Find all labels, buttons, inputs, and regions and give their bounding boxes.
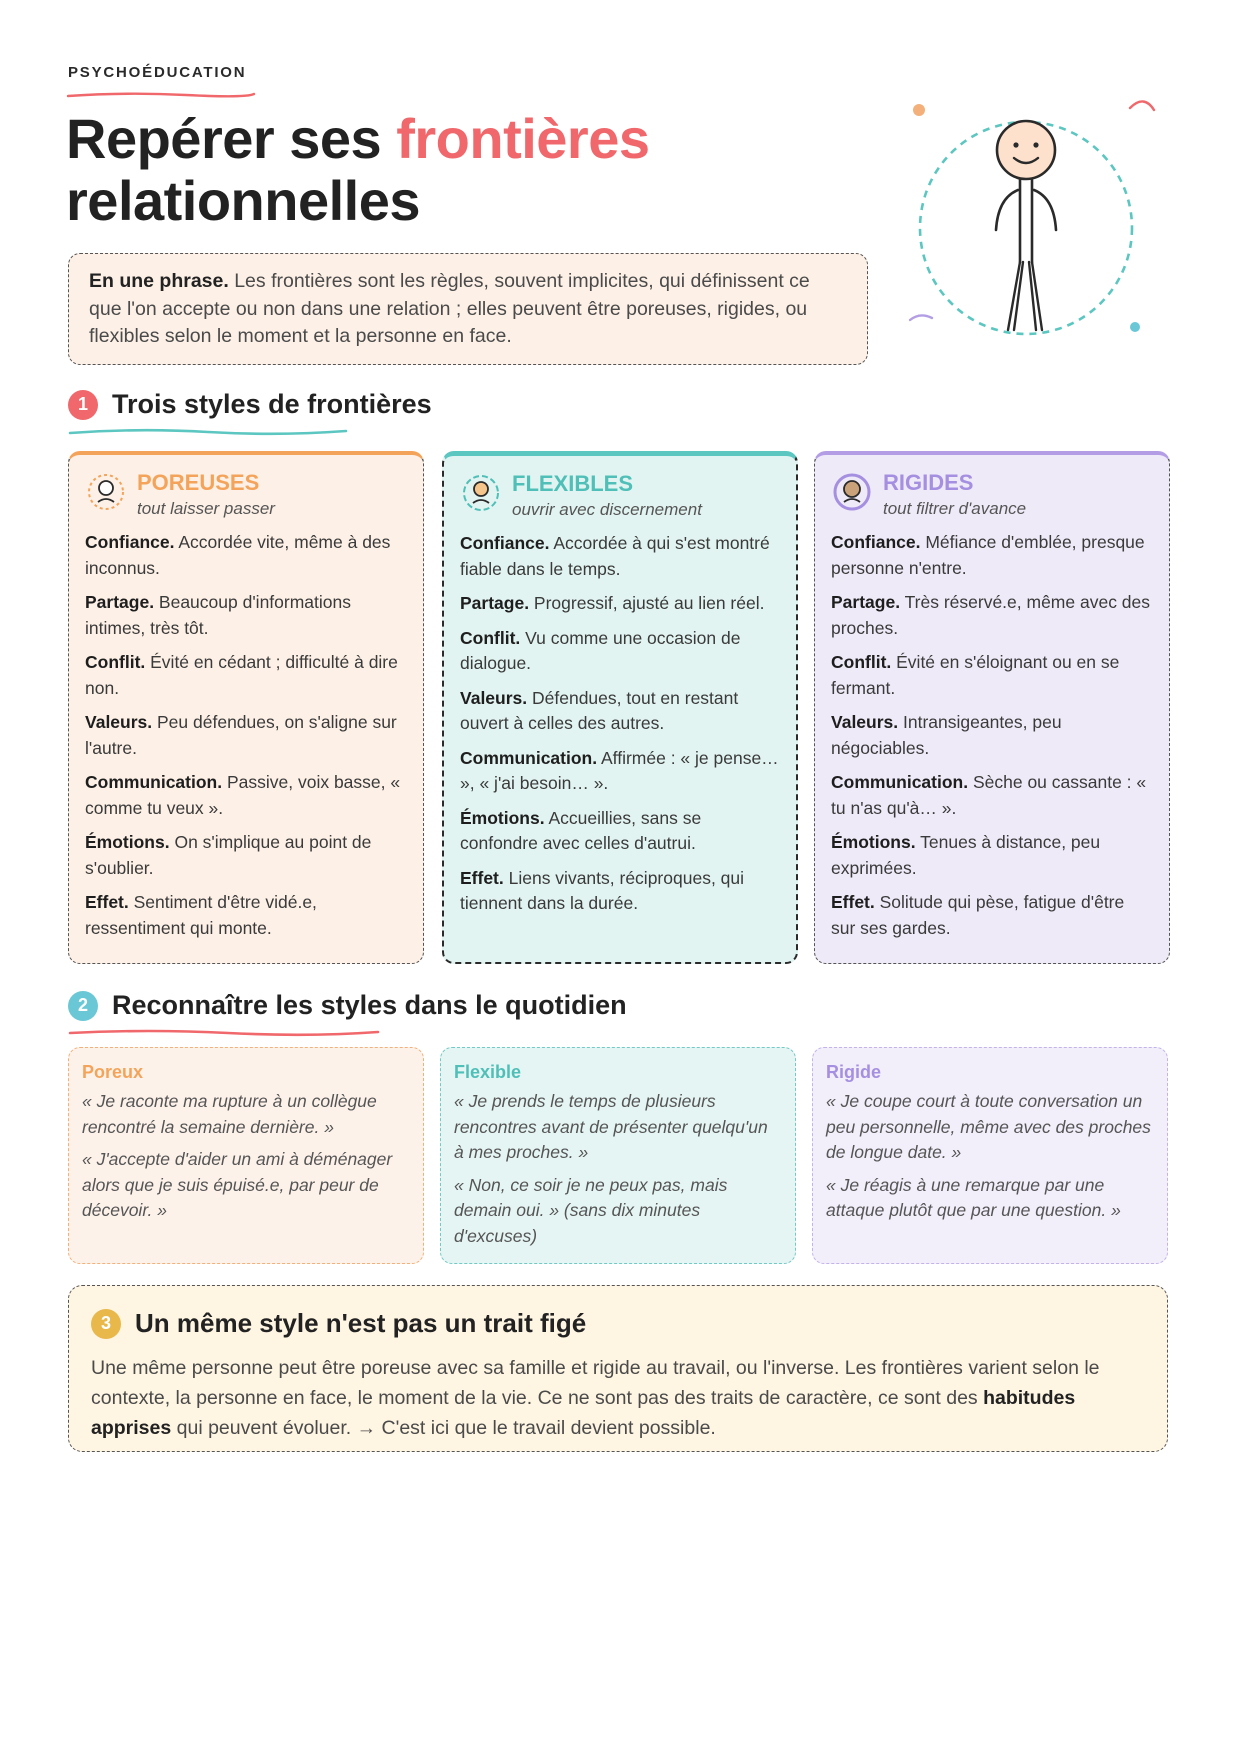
card-rigides xyxy=(814,451,1170,964)
section2-title: Reconnaître les styles dans le quotidien xyxy=(112,990,627,1020)
section3-title: Un même style n'est pas un trait figé xyxy=(135,1308,587,1338)
section1-heading xyxy=(68,389,432,420)
row-communication: Communication. Affirmée : « je pense… », « j'ai besoin… ». xyxy=(460,747,779,793)
row-communication: Communication. Passive, voix basse, « comme tu veux ». xyxy=(85,772,401,818)
flexible-face-icon xyxy=(460,472,502,514)
row-effet: Effet. Liens vivants, réciproques, qui tiennent dans la durée. xyxy=(460,867,745,913)
section3-heading xyxy=(91,1308,1145,1339)
porous-face-icon xyxy=(85,471,127,513)
stick-figure-illustration xyxy=(880,80,1180,360)
intro-text: Les frontières sont les règles, souvent implicites, qui définissent ce que l'on accepte ou non dans une relation ; elles peuvent être poreuses, rigides, ou flexibles selon le moment et la personne en face. xyxy=(89,270,810,347)
row-conflit: Conflit. Vu comme une occasion de dialogue. xyxy=(460,627,741,673)
example-label: Rigide xyxy=(826,1062,882,1082)
row-emotions: Émotions. On s'implique au point de s'oublier. xyxy=(85,832,372,878)
title-part2: relationnelles xyxy=(66,169,421,232)
card-name: RIGIDES xyxy=(883,470,974,495)
example-label: Flexible xyxy=(454,1062,522,1082)
row-emotions: Émotions. Tenues à distance, peu exprimées. xyxy=(831,832,1101,878)
card-head xyxy=(85,471,407,520)
section3-number: 3 xyxy=(91,1309,121,1339)
example-quote: « Non, ce soir je ne peux pas, mais demain oui. » (sans dix minutes d'excuses) xyxy=(454,1174,728,1246)
card-name: POREUSES xyxy=(137,470,260,495)
section1-underline xyxy=(68,426,348,438)
eyebrow-label: PSYCHOÉDUCATION xyxy=(68,64,247,81)
section2-heading xyxy=(68,990,627,1021)
card-flexibles xyxy=(442,451,798,964)
card-head xyxy=(831,471,1153,520)
eyebrow-underline xyxy=(66,90,256,100)
section1-number: 1 xyxy=(68,390,98,420)
row-conflit: Conflit. Évité en s'éloignant ou en se fermant. xyxy=(831,652,1120,698)
head xyxy=(997,121,1055,179)
card-subtitle: tout laisser passer xyxy=(137,499,275,518)
row-valeurs: Valeurs. Défendues, tout en restant ouvert à celles des autres. xyxy=(460,687,739,733)
example-quote: « Je prends le temps de plusieurs rencontres avant de présenter quelqu'un à mes proches. » xyxy=(454,1091,768,1162)
example-quote: « Je coupe court à toute conversation un peu personnelle, même avec des proches de longue date. » xyxy=(826,1091,1151,1162)
example-flexible xyxy=(440,1047,796,1264)
section2-underline xyxy=(68,1027,380,1039)
card-poreuses xyxy=(68,451,424,964)
example-poreux xyxy=(68,1047,424,1264)
example-rigide xyxy=(812,1047,1168,1264)
intro-box xyxy=(68,253,868,365)
rigid-face-icon xyxy=(831,471,873,513)
row-confiance: Confiance. Accordée vite, même à des inconnus. xyxy=(85,532,391,578)
left-arm xyxy=(996,190,1018,230)
example-label: Poreux xyxy=(82,1062,144,1082)
legs xyxy=(1008,262,1042,330)
section1-title: Trois styles de frontières xyxy=(112,389,432,419)
purple-arc xyxy=(910,315,932,320)
page-title xyxy=(66,108,866,232)
card-name: FLEXIBLES xyxy=(512,471,634,496)
row-emotions: Émotions. Accueillies, sans se confondre avec celles d'autrui. xyxy=(460,807,702,853)
row-partage: Partage. Beaucoup d'informations intimes, très tôt. xyxy=(85,592,351,638)
teal-dot xyxy=(1130,322,1140,332)
red-arc xyxy=(1130,101,1154,110)
section3-bold: habitudes apprises xyxy=(91,1387,1076,1439)
card-subtitle: tout filtrer d'avance xyxy=(883,499,1027,518)
row-valeurs: Valeurs. Intransigeantes, peu négociables. xyxy=(831,712,1062,758)
row-valeurs: Valeurs. Peu défendues, on s'aligne sur l'autre. xyxy=(85,712,397,758)
card-subtitle: ouvrir avec discernement xyxy=(512,500,702,519)
section3-text: Une même personne peut être poreuse avec sa famille et rigide au travail, ou l'inverse. Les frontières varient selon le contexte, la personne en face, le moment de la vie. Ce ne sont pas des traits de caractère, ce sont des habitudes apprises qui peuvent évoluer. → C'est ici que le travail devient possible. xyxy=(91,1357,1100,1439)
row-effet: Effet. Solitude qui pèse, fatigue d'être sur ses gardes. xyxy=(831,892,1125,938)
row-partage: Partage. Très réservé.e, même avec des proches. xyxy=(831,592,1151,638)
row-effet: Effet. Sentiment d'être vidé.e, ressentiment qui monte. xyxy=(85,892,317,938)
orange-dot xyxy=(913,104,925,116)
section3-note xyxy=(68,1285,1168,1452)
card-head xyxy=(460,472,780,521)
row-communication: Communication. Sèche ou cassante : « tu n'as qu'à… ». xyxy=(831,772,1147,818)
example-quote: « Je réagis à une remarque par une attaque plutôt que par une question. » xyxy=(826,1174,1121,1220)
title-accent: frontières xyxy=(396,107,650,170)
example-quote: « Je raconte ma rupture à un collègue rencontré la semaine dernière. » xyxy=(82,1091,377,1137)
intro-lead: En une phrase. xyxy=(89,270,229,292)
row-conflit: Conflit. Évité en cédant ; difficulté à dire non. xyxy=(85,652,398,698)
body xyxy=(1020,180,1032,262)
example-quote: « J'accepte d'aider un ami à déménager alors que je suis épuisé.e, par peur de décevoir. » xyxy=(82,1149,393,1220)
title-part1: Repérer ses xyxy=(66,107,397,170)
row-confiance: Confiance. Accordée à qui s'est montré fiable dans le temps. xyxy=(460,533,770,579)
row-confiance: Confiance. Méfiance d'emblée, presque personne n'entre. xyxy=(831,532,1145,578)
section2-number: 2 xyxy=(68,991,98,1021)
right-arm xyxy=(1034,190,1056,230)
row-partage: Partage. Progressif, ajusté au lien réel. xyxy=(460,593,765,613)
